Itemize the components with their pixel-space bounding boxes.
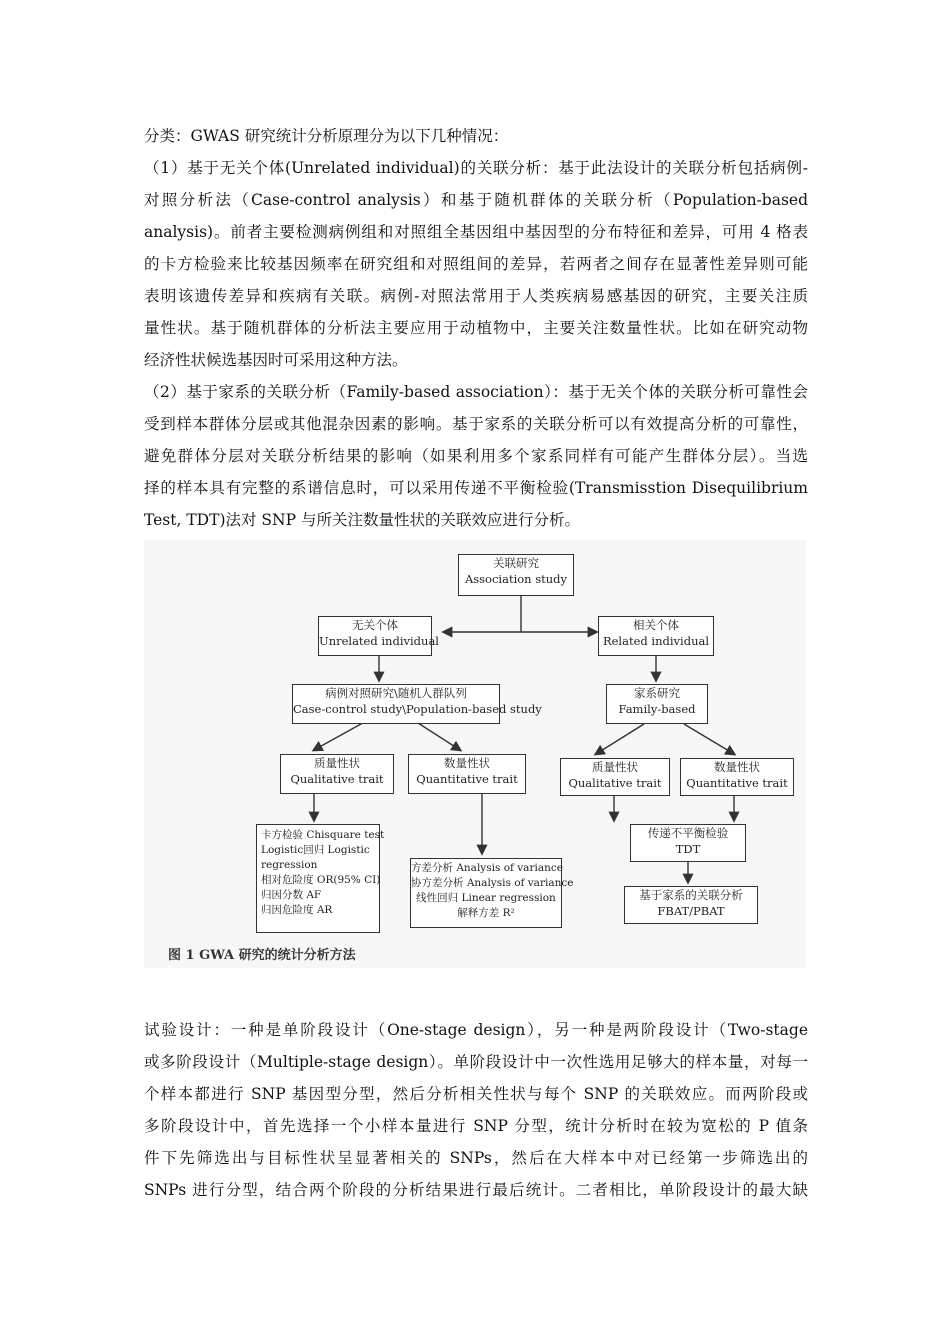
node-cn: 家系研究 [634,686,680,700]
text-line: SNPs 进行分型，结合两个阶段的分析结果进行最后统计。二者相比，单阶段设计的最大缺 [144,1181,808,1199]
node-related-individual [598,616,714,656]
figure-caption: 图 1 GWA 研究的统计分析方法 [168,948,356,963]
text-line: 个样本都进行 SNP 基因型分型，然后分析相关性状与每个 SNP 的关联效应。而两阶段或 [144,1085,808,1103]
text-line: 量性状。基于随机群体的分析法主要应用于动植物中，主要关注数量性状。比如在研究动物 [144,319,808,337]
node-cn: 数量性状 [444,756,490,770]
intro-line: 分类：GWAS 研究统计分析原理分为以下几种情况： [144,127,509,145]
section3-paragraph [144,1014,808,1206]
node-en: Association study [464,572,568,586]
section2-paragraph [144,376,808,536]
node-en: Quantitative trait [416,772,518,786]
method-line: 归因分数 AF [261,889,322,901]
node-en: Qualitative trait [568,776,662,790]
section1-paragraph [144,152,808,376]
text-line: 择的样本具有完整的系谱信息时，可以采用传递不平衡检验(Transmisstion Disequilibrium [144,479,808,497]
method-line: 方差分析 Analysis of variance [411,862,563,874]
node-cn: 病例对照研究\随机人群队列 [325,686,467,700]
node-family-based [606,684,708,724]
node-fbat [624,886,758,924]
method-line: 线性回归 Linear regression [416,892,556,904]
node-analysis-of-variance [410,858,574,928]
node-cn: 传递不平衡检验 [647,826,729,840]
node-quantitative-left [408,754,526,794]
text-line: Test, TDT)法对 SNP 与所关注数量性状的关联效应进行分析。 [144,511,580,529]
node-cn: 质量性状 [592,760,638,774]
node-qualitative-left [280,754,394,794]
text-line: （1）基于无关个体(Unrelated individual)的关联分析：基于此法设计的关联分析包括病例- [144,159,808,177]
text-line: 的卡方检验来比较基因频率在研究组和对照组间的差异，若两者之间存在显著性差异则可能 [144,255,808,273]
node-en: Case-control study\Population-based study [293,702,542,716]
node-en: Related individual [602,634,710,648]
node-en: TDT [675,842,701,856]
node-chisquare-test [256,824,385,933]
text-line: 受到样本群体分层或其他混杂因素的影响。基于家系的关联分析可以有效提高分析的可靠性， [144,415,808,433]
node-en: Quantitative trait [686,776,788,790]
text-line: 或多阶段设计（Multiple-stage design）。单阶段设计中一次性选用足够大的样本量，对每一 [144,1053,808,1071]
node-association-study [458,554,574,596]
text-line: 多阶段设计中，首先选择一个小样本量进行 SNP 分型，统计分析时在较为宽松的 P 值条 [144,1117,808,1135]
node-cn: 质量性状 [314,756,360,770]
method-line: regression [261,859,318,871]
node-cn: 无关个体 [352,618,398,632]
node-cn: 基于家系的关联分析 [639,888,743,902]
text-line: 试验设计：一种是单阶段设计（One-stage design），另一种是两阶段设计（Two-stage [144,1021,808,1039]
node-cn: 数量性状 [714,760,760,774]
text-line: 件下先筛选出与目标性状呈显著相关的 SNPs，然后在大样本中对已经第一步筛选出的 [144,1149,808,1167]
intro-paragraph [144,120,808,152]
node-en: Unrelated individual [319,634,439,648]
text-line: analysis)。前者主要检测病例组和对照组全基因组中基因型的分布特征和差异，可用 4 格表 [144,223,808,241]
node-qualitative-right [560,758,670,796]
method-line: 相对危险度 OR(95% CI) [261,874,381,886]
node-cn: 关联研究 [493,556,539,570]
node-unrelated-individual [318,616,439,656]
node-quantitative-right [680,758,794,796]
text-line: 经济性状候选基因时可采用这种方法。 [144,351,408,369]
text-line: （2）基于家系的关联分析（Family-based association）：基于无关个体的关联分析可靠性会 [144,383,808,401]
node-case-control [292,684,542,724]
node-en: Family-based [618,702,696,716]
method-line: 解释方差 R² [457,907,515,919]
method-line: 卡方检验 Chisquare test [261,829,385,841]
node-cn: 相关个体 [633,618,679,632]
method-line: 归因危险度 AR [261,904,333,916]
text-line: 对照分析法（Case-control analysis）和基于随机群体的关联分析（Population-based [144,191,808,209]
node-en: Qualitative trait [290,772,384,786]
method-line: 协方差分析 Analysis of variance [411,877,574,889]
method-line: Logistic回归 Logistic [261,844,370,856]
flowchart-figure [144,540,806,968]
node-tdt [630,824,746,862]
text-line: 表明该遗传差异和疾病有关联。病例-对照法常用于人类疾病易感基因的研究，主要关注质 [144,287,808,305]
node-en: FBAT/PBAT [657,904,725,918]
text-line: 避免群体分层对关联分析结果的影响（如果利用多个家系同样有可能产生群体分层）。当选 [144,447,808,465]
